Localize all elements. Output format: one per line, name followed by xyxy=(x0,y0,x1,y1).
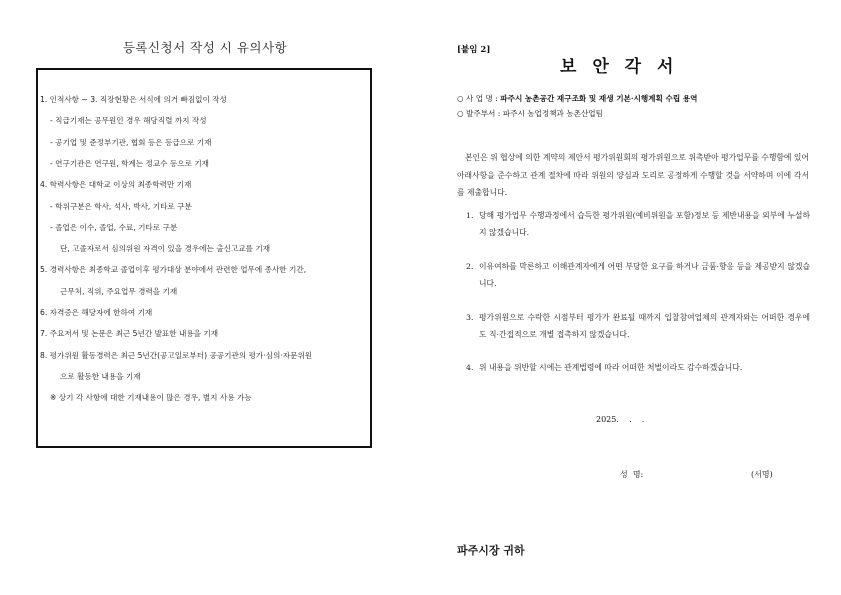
dept-row xyxy=(457,108,603,119)
date-line: 2025. . . xyxy=(596,415,645,424)
note-line: ※ 상기 각 사항에 대한 기재내용이 많은 경우, 별지 사용 가능 xyxy=(50,393,252,403)
pledge-item-number: 4. xyxy=(466,363,474,372)
note-line: - 직급기재는 공무원인 경우 해당직렬 까지 작성 xyxy=(50,116,207,126)
note-line: 단, 고졸자로서 심의위원 자격이 있을 경우에는 출신고교를 기재 xyxy=(60,244,271,254)
notes-box xyxy=(36,68,372,448)
dept-label: ○ 발주부서 : xyxy=(457,109,501,118)
attachment-tag: [붙임 2] xyxy=(457,45,491,55)
pledge-item-4 xyxy=(466,359,810,376)
pledge-title: 보 안 각 서 xyxy=(560,57,679,77)
note-line: 근무처, 직위, 주요업무 경력을 기재 xyxy=(60,286,178,296)
note-line: 1. 인적사항 ~ 3. 직장현황은 서식에 의거 빠짐없이 작성 xyxy=(40,95,227,104)
note-line: - 공기업 및 준정부기관, 협회 등은 등급으로 기재 xyxy=(50,137,212,147)
project-row xyxy=(457,93,697,104)
note-line: - 연구기관은 연구원, 학계는 정교수 등으로 기재 xyxy=(50,158,210,168)
note-line: 6. 자격증은 해당자에 한하여 기재 xyxy=(40,308,153,317)
note-line: 8. 평가위원 활동경력은 최근 5년간(공고일로부터) 공공기관의 평가·심의·자문위원 xyxy=(40,350,313,360)
pledge-item-text: 평가위원으로 수락한 시점부터 평가가 완료될 때까지 입찰참여업체의 관계자와는 어떠한 경우에도 직·간접적으로 개별 접촉하지 않겠습니다. xyxy=(479,313,810,339)
note-line: 으로 활동한 내용을 기재 xyxy=(60,371,141,381)
addressee: 파주시장 귀하 xyxy=(457,544,525,557)
pledge-item-2 xyxy=(466,258,810,292)
signature-suffix: (서명) xyxy=(751,470,773,479)
pledge-item-text: 이유여하를 막론하고 이해관계자에게 어떤 부당한 요구를 하거나 금품·향응 등을 제공받지 않겠습니다. xyxy=(479,262,810,288)
notes-title: 등록신청서 작성 시 유의사항 xyxy=(122,40,288,55)
pledge-item-text: 당해 평가업무 수행과정에서 습득한 평가위원(예비위원을 포함)정보 등 제반내용을 외부에 누설하지 않겠습니다. xyxy=(479,211,810,237)
project-label: ○ 사 업 명 : xyxy=(457,94,498,103)
intro-paragraph: 본인은 위 협상에 의한 계약의 제안서 평가위원회의 평가위원으로 위촉받아 평가업무를 수행함에 있어 아래사항을 준수하고 관계 절차에 따라 위원의 양심과 도리로 공정하게 수행할 것을 서약하며 이에 각서를 제출합니다. xyxy=(457,153,809,197)
dept-value: 파주시 농업정책과 농촌산업팀 xyxy=(502,109,603,118)
signature-label: 성 명: xyxy=(620,470,644,479)
pledge-item-number: 1. xyxy=(466,211,474,220)
pledge-item-1 xyxy=(466,207,810,241)
note-line: - 학위구분은 학사, 석사, 박사, 기타로 구분 xyxy=(50,201,192,211)
note-line: 7. 주요저서 및 논문은 최근 5년간 발표한 내용을 기재 xyxy=(40,329,219,339)
pledge-item-text: 위 내용을 위반할 시에는 관계법령에 따라 어떠한 처벌이라도 감수하겠습니다. xyxy=(479,363,743,372)
note-line: 5. 경력사항은 최종학교 졸업이후 평가대상 분야에서 관련한 업무에 종사한 기간, xyxy=(40,265,307,275)
note-line: 4. 학력사항은 대학교 이상의 최종학력만 기재 xyxy=(40,180,192,190)
pledge-item-number: 3. xyxy=(466,313,474,322)
note-line: - 졸업은 이수, 졸업, 수료, 기타로 구분 xyxy=(50,222,178,232)
pledge-item-3 xyxy=(466,309,810,343)
pledge-item-number: 2. xyxy=(466,262,474,271)
project-value: 파주시 농촌공간 재구조화 및 재생 기본·시행계획 수립 용역 xyxy=(500,94,698,103)
